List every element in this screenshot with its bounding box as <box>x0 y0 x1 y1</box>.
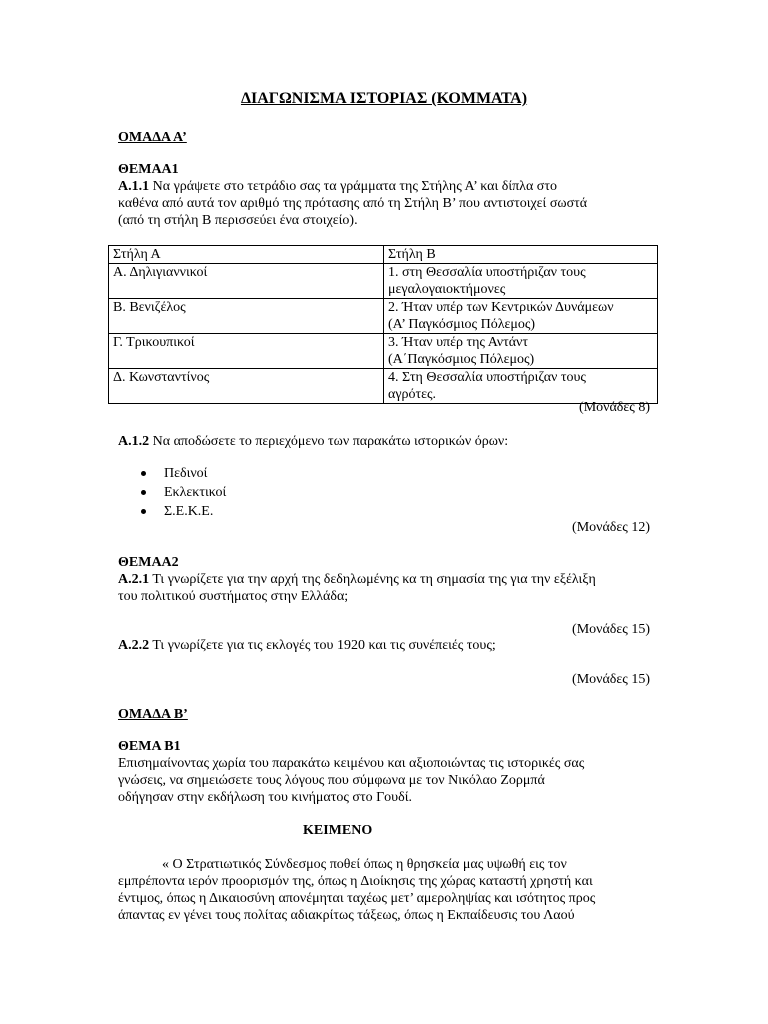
question-a11-line-1 <box>118 178 557 195</box>
question-a22-number: Α.2.2 <box>118 638 150 653</box>
list-item <box>108 502 226 521</box>
question-a21-line-1 <box>118 571 596 588</box>
bullet-icon <box>141 490 146 495</box>
column-a-header: Στήλη Α <box>109 246 384 264</box>
question-a11-line-2: καθένα από αυτά τον αριθμό της πρότασης από τη Στήλη Β’ που αντιστοιχεί σωστά <box>118 196 588 211</box>
question-a12-number: Α.1.2 <box>118 434 150 449</box>
source-text-line-1: « Ο Στρατιωτικός Σύνδεσμος ποθεί όπως η θρησκεία μας υψωθή εις τον <box>162 857 567 872</box>
table-row <box>109 369 658 404</box>
list-item-label: Εκλεκτικοί <box>164 485 227 500</box>
question-a22-text: Τι γνωρίζετε για τις εκλογές του 1920 και τις συνέπειές τους; <box>149 638 496 653</box>
cell-b-line: (Α΄Παγκόσμιος Πόλεμος) <box>388 352 535 367</box>
table-cell-a: Α. Δηλιγιαννικοί <box>109 264 384 299</box>
table-cell-b <box>384 264 658 299</box>
table-row <box>109 264 658 299</box>
source-text-line-4: άπαντας εν γένει τους πολίτας αδιακρίτως τάξεως, όπως η Εκπαίδευσις του Λαού <box>118 908 575 923</box>
table-header-row <box>109 246 658 264</box>
list-item <box>108 464 226 483</box>
theme-b1-line-1: Επισημαίνοντας χωρία του παρακάτω κειμένου και αξιοποιώντας τις ιστορικές σας <box>118 756 585 771</box>
table-cell-a: Δ. Κωνσταντίνος <box>109 369 384 404</box>
group-a-heading: ΟΜΑΔΑ Α’ <box>118 130 187 145</box>
theme-b1-heading: ΘΕΜΑ Β1 <box>118 739 181 754</box>
group-b-heading: ΟΜΑΔΑ Β’ <box>118 707 188 722</box>
list-item <box>108 483 226 502</box>
question-a11-number: Α.1.1 <box>118 179 150 194</box>
question-a21-text: Τι γνωρίζετε για την αρχή της δεδηλωμένης κα τη σημασία της για την εξέλιξη <box>149 572 596 587</box>
theme-b1-line-3: οδήγησαν στην εκδήλωση του κινήματος στο Γουδί. <box>118 790 412 805</box>
table-cell-b <box>384 299 658 334</box>
cell-b-line: 1. στη Θεσσαλία υποστήριζαν τους <box>388 265 586 280</box>
page-title: ΔΙΑΓΩΝΙΣΜΑ ΙΣΤΟΡΙΑΣ (ΚΟΜΜΑΤΑ) <box>240 90 528 107</box>
question-a12-text: Να αποδώσετε το περιεχόμενο των παρακάτω ιστορικών όρων: <box>149 434 509 449</box>
question-a11-line-3: (από τη στήλη Β περισσεύει ένα στοιχείο). <box>118 213 358 228</box>
table-cell-a: Γ. Τρικουπικοί <box>109 334 384 369</box>
matching-table <box>108 245 658 404</box>
table-row <box>109 299 658 334</box>
table-cell-b <box>384 334 658 369</box>
source-text-line-2: εμπρέποντα ιερόν προορισμόν της, όπως η Διοίκησις της χώρας καταστή χρηστή και <box>118 874 593 889</box>
list-item-label: Σ.Ε.Κ.Ε. <box>164 504 214 519</box>
question-a12-line <box>118 433 508 450</box>
question-a22-line <box>118 637 496 654</box>
question-a21-points: (Μονάδες 15) <box>572 622 650 637</box>
column-b-header: Στήλη Β <box>384 246 658 264</box>
theme-a2-heading: ΘΕΜΑΑ2 <box>118 555 179 570</box>
question-a11-points: (Μονάδες 8) <box>579 400 650 415</box>
source-text-line-3: έντιμος, όπως η Δικαιοσύνη απονέμηται ταχέως μετ’ αμεροληψίας και ισότητος προς <box>118 891 596 906</box>
bullet-icon <box>141 471 146 476</box>
table-row <box>109 334 658 369</box>
cell-b-line: μεγαλογαιοκτήμονες <box>388 282 506 297</box>
table-cell-a: Β. Βενιζέλος <box>109 299 384 334</box>
question-a11-text: Να γράψετε στο τετράδιο σας τα γράμματα της Στήλης Α’ και δίπλα στο <box>149 179 557 194</box>
question-a12-points: (Μονάδες 12) <box>572 520 650 535</box>
terms-list <box>108 464 226 521</box>
list-item-label: Πεδινοί <box>164 466 208 481</box>
cell-b-line: (Α’ Παγκόσμιος Πόλεμος) <box>388 317 536 332</box>
cell-b-line: 3. Ήταν υπέρ της Αντάντ <box>388 335 529 350</box>
cell-b-line: 4. Στη Θεσσαλία υποστήριζαν τους <box>388 370 586 385</box>
cell-b-line: αγρότες. <box>388 387 437 402</box>
cell-b-line: 2. Ήταν υπέρ των Κεντρικών Δυνάμεων <box>388 300 614 315</box>
question-a21-line-2: του πολιτικού συστήματος στην Ελλάδα; <box>118 589 349 604</box>
theme-b1-line-2: γνώσεις, να σημειώσετε τους λόγους που σύμφωνα με τον Νικόλαο Ζορμπά <box>118 773 545 788</box>
bullet-icon <box>141 509 146 514</box>
question-a22-points: (Μονάδες 15) <box>572 672 650 687</box>
question-a21-number: Α.2.1 <box>118 572 150 587</box>
text-heading: ΚΕΙΜΕΝΟ <box>303 823 373 838</box>
theme-a1-heading: ΘΕΜΑΑ1 <box>118 162 179 177</box>
